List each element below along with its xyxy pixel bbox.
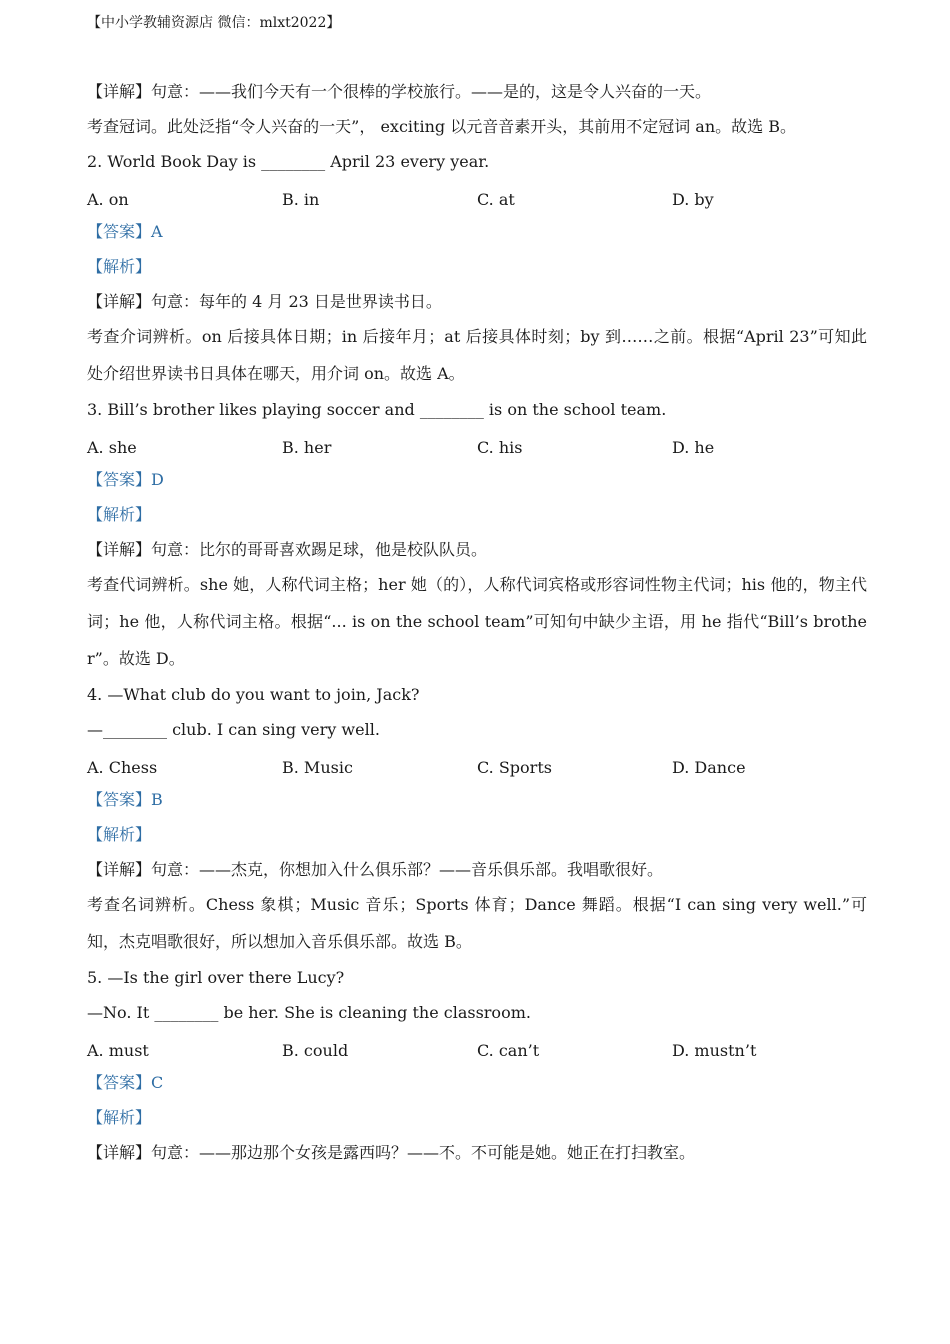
options-row	[87, 751, 867, 786]
text-line: 【详解】句意：比尔的哥哥喜欢踢足球，他是校队队员。	[87, 540, 488, 559]
option-text: D. he	[672, 438, 715, 457]
option-text: B. Music	[282, 758, 353, 777]
option-text: A. must	[87, 1041, 149, 1060]
options-row	[87, 183, 867, 218]
option-text: C. can’t	[477, 1041, 540, 1060]
page-header: 【中小学教辅资源店 微信：mlxt2022】	[87, 15, 341, 31]
analysis-label: 【解析】	[87, 1108, 152, 1127]
option-text: A. Chess	[87, 758, 158, 777]
text-line: 4. —What club do you want to join, Jack?	[87, 685, 420, 704]
answer-label: 【答案】B	[87, 790, 163, 809]
text-line: 2. World Book Day is ________ April 23 every year.	[87, 152, 490, 171]
options-row	[87, 1034, 867, 1069]
options-row	[87, 431, 867, 466]
text-line: 【详解】句意：每年的 4 月 23 日是世界读书日。	[87, 292, 442, 311]
text-line: 【详解】句意：——那边那个女孩是露西吗？——不。不可能是她。她正在打扫教室。	[87, 1143, 696, 1162]
text-line: —________ club. I can sing very well.	[87, 720, 380, 739]
analysis-label: 【解析】	[87, 825, 152, 844]
text-line: 3. Bill’s brother likes playing soccer and ________ is on the school team.	[87, 400, 667, 419]
option-text: C. his	[477, 438, 523, 457]
document-content	[87, 78, 867, 1174]
text-line: 【详解】句意：——我们今天有一个很棒的学校旅行。——是的，这是令人兴奋的一天。	[87, 82, 712, 101]
text-line: —No. It ________ be her. She is cleaning the classroom.	[87, 1003, 531, 1022]
text-line: 考查冠词。此处泛指“令人兴奋的一天”， exciting 以元音音素开头，其前用不定冠词 an。故选 B。	[87, 117, 796, 136]
option-text: C. at	[477, 190, 515, 209]
option-text: B. in	[282, 190, 320, 209]
option-text: D. by	[672, 190, 714, 209]
explanation-paragraph: 考查代词辨析。she 她，人称代词主格；her 她（的），人称代词宾格或形容词性物主代词；his 他的，物主代词；he 他，人称代词主格。根据“... is on the school team”可知句中缺少主语，用 he 指代“Bill’s brother”。故选 D。	[87, 575, 867, 668]
analysis-label: 【解析】	[87, 505, 152, 524]
explanation-paragraph: 考查名词辨析。Chess 象棋；Music 音乐；Sports 体育；Dance 舞蹈。根据“I can sing very well.”可知，杰克唱歌很好，所以想加入音乐俱乐部。故选 B。	[87, 895, 867, 951]
text-line: 5. —Is the girl over there Lucy?	[87, 968, 345, 987]
option-text: D. Dance	[672, 758, 746, 777]
explanation-paragraph: 考查介词辨析。on 后接具体日期；in 后接年月；at 后接具体时刻；by 到……之前。根据“April 23”可知此处介绍世界读书日具体在哪天，用介词 on。故选 A。	[87, 327, 867, 383]
answer-label: 【答案】A	[87, 222, 163, 241]
option-text: B. her	[282, 438, 332, 457]
analysis-label: 【解析】	[87, 257, 152, 276]
option-text: B. could	[282, 1041, 349, 1060]
option-text: D. mustn’t	[672, 1041, 757, 1060]
option-text: A. she	[87, 438, 137, 457]
option-text: C. Sports	[477, 758, 552, 777]
answer-label: 【答案】D	[87, 470, 164, 489]
option-text: A. on	[87, 190, 129, 209]
text-line: 【详解】句意：——杰克，你想加入什么俱乐部？——音乐俱乐部。我唱歌很好。	[87, 860, 664, 879]
answer-label: 【答案】C	[87, 1073, 164, 1092]
